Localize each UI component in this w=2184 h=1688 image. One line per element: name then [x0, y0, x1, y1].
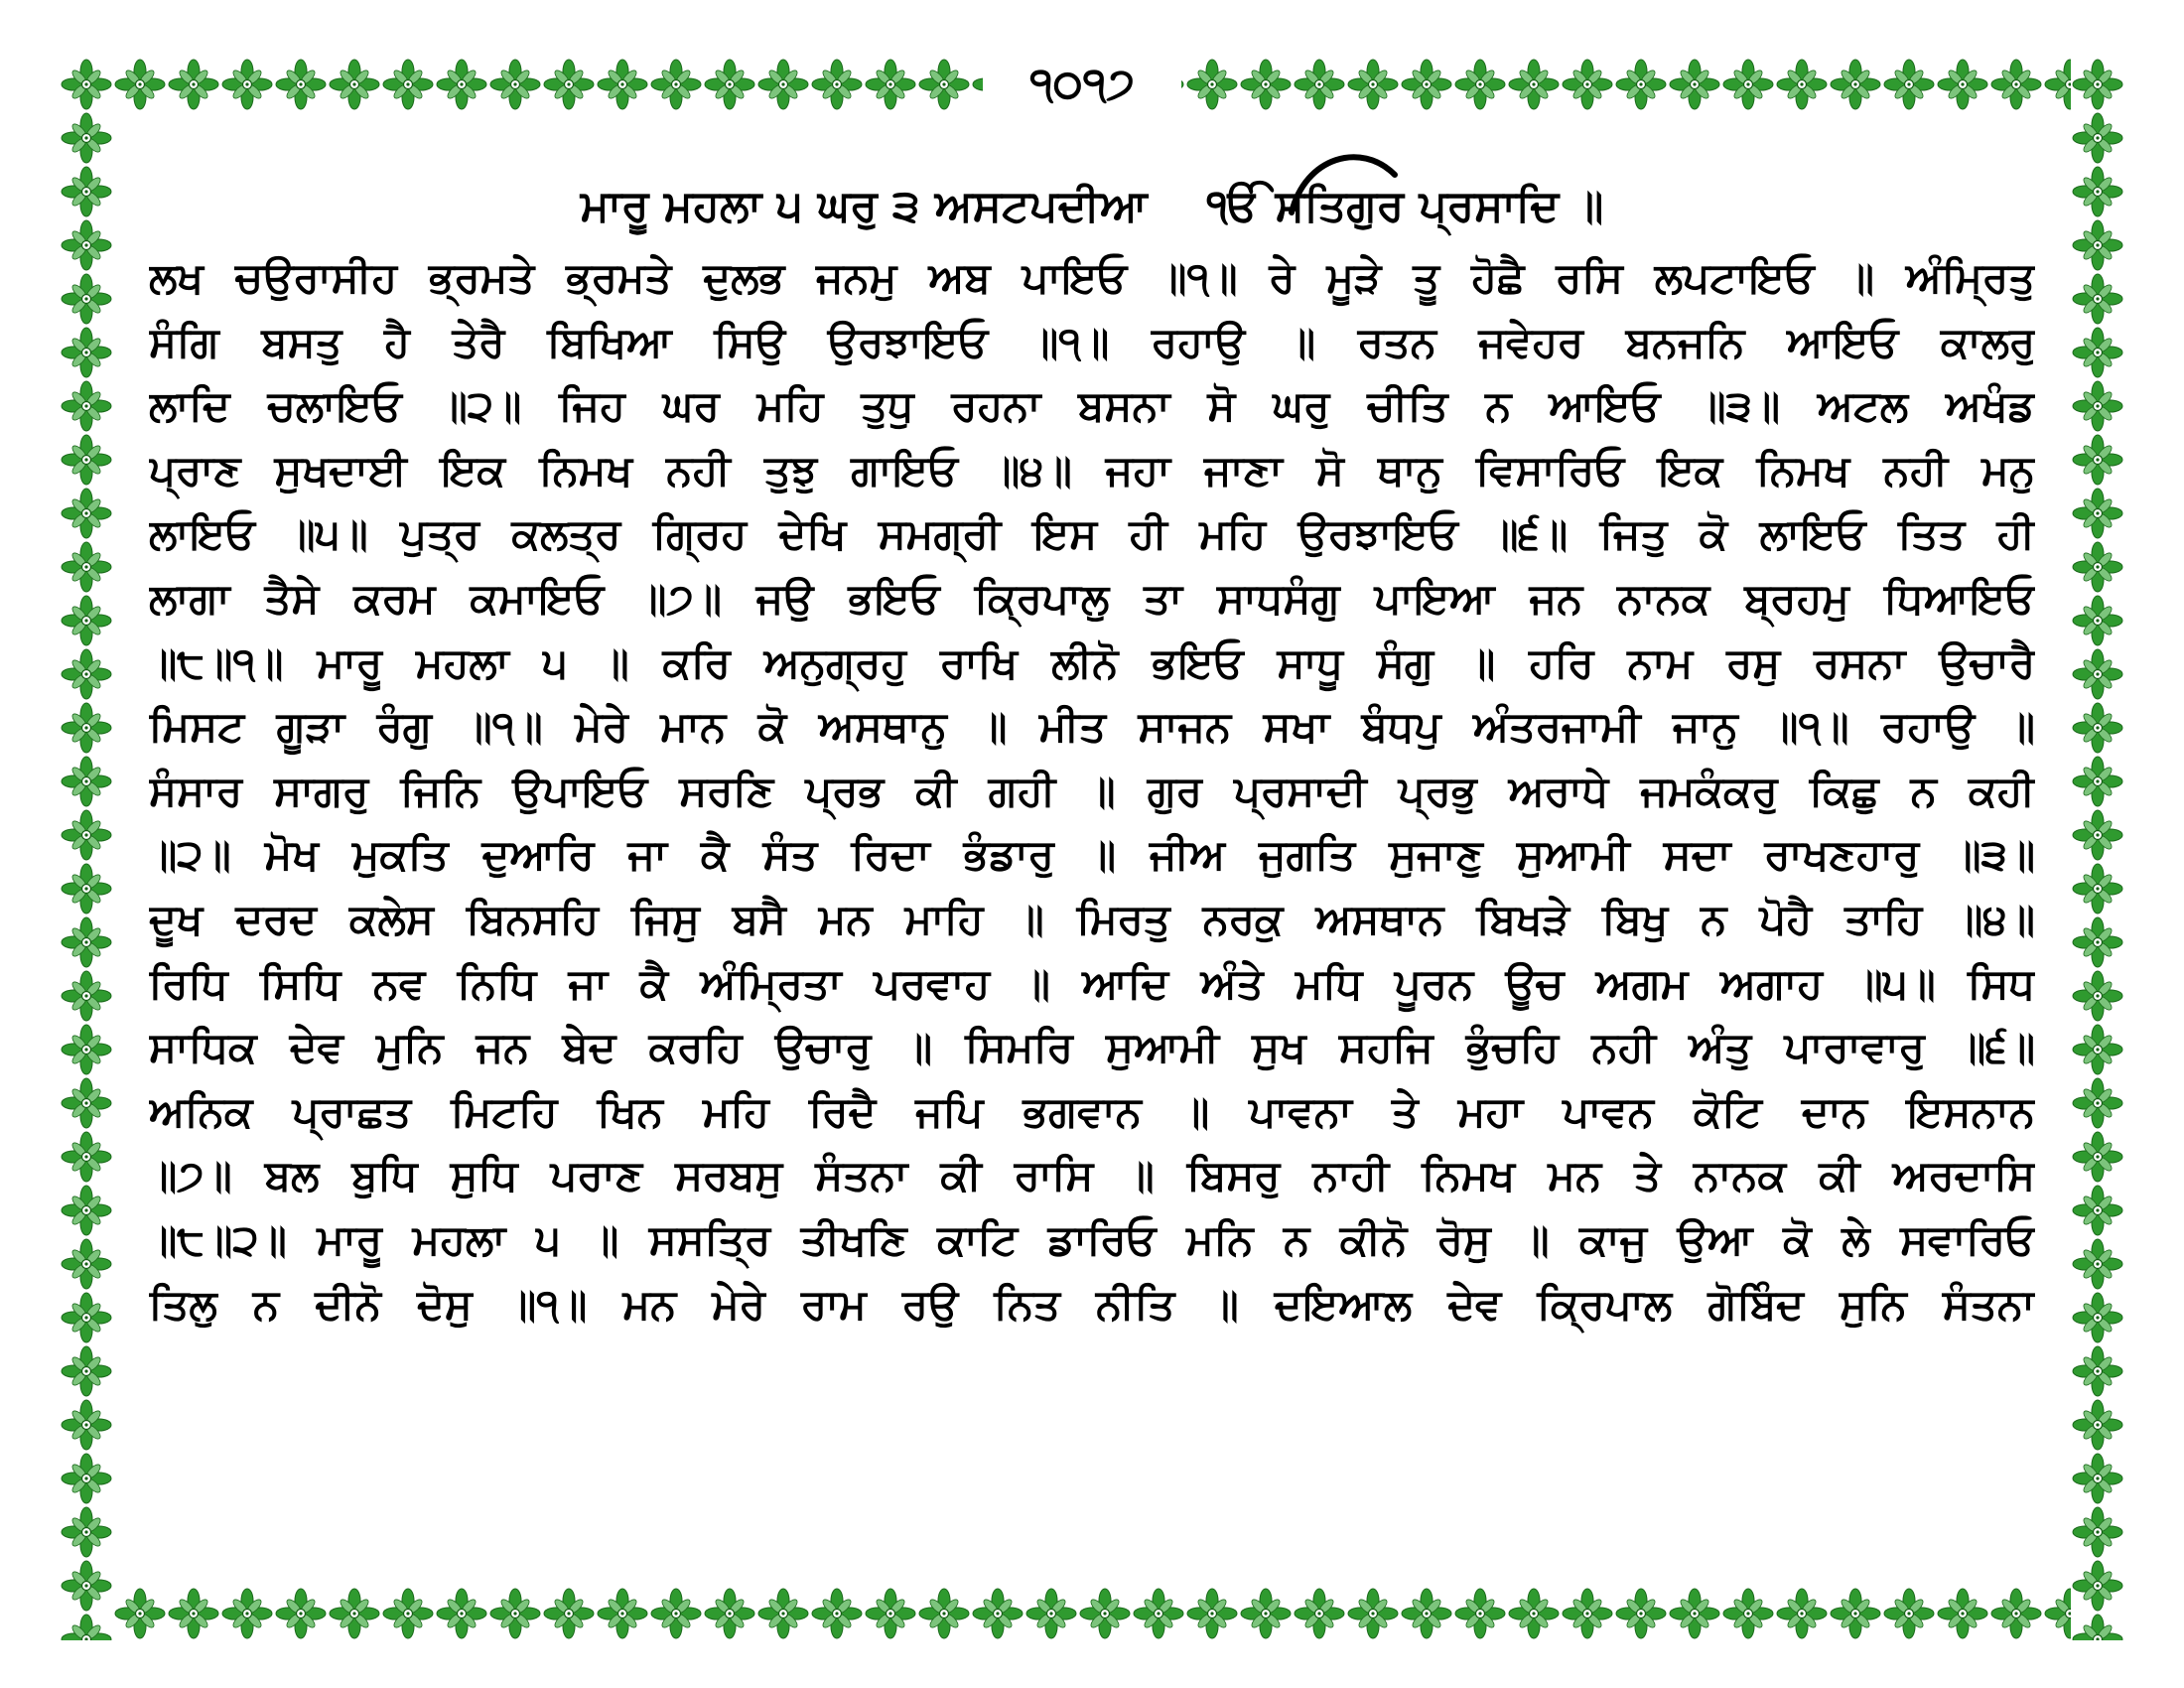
- floral-border-right: [2071, 58, 2124, 1640]
- verse-line: ਸੰਗਿ ਬਸਤੁ ਹੈ ਤੇਰੈ ਬਿਖਿਆ ਸਿਉ ਉਰਝਾਇਓ ॥੧॥ ਰਹਾਉ ॥ ਰਤਨ ਜਵੇਹਰ ਬਨਜਨਿ ਆਇਓ ਕਾਲਰੁ: [149, 317, 2035, 366]
- verse-line: ਤਿਲੁ ਨ ਦੀਨੋ ਦੋਸੁ ॥੧॥ ਮਨ ਮੇਰੇ ਰਾਮ ਰਉ ਨਿਤ ਨੀਤਿ ॥ ਦਇਆਲ ਦੇਵ ਕ੍ਰਿਪਾਲ ਗੋਬਿੰਦ ਸੁਨਿ ਸੰਤਨਾ: [149, 1279, 2035, 1329]
- verse-line: ਦੂਖ ਦਰਦ ਕਲੇਸ ਬਿਨਸਹਿ ਜਿਸੁ ਬਸੈ ਮਨ ਮਾਹਿ ॥ ਮਿਰਤੁ ਨਰਕੁ ਅਸਥਾਨ ਬਿਖੜੇ ਬਿਖੁ ਨ ਪੋਹੈ ਤਾਹਿ ॥੪॥: [149, 894, 2035, 943]
- mool-invocation: ੴ ਸਤਿਗੁਰ ਪ੍ਰਸਾਦਿ ॥: [1206, 181, 1604, 231]
- verse-line: ਰਿਧਿ ਸਿਧਿ ਨਵ ਨਿਧਿ ਜਾ ਕੈ ਅੰਮ੍ਰਿਤਾ ਪਰਵਾਹ ॥ ਆਦਿ ਅੰਤੇ ਮਧਿ ਪੂਰਨ ਊਚ ਅਗਮ ਅਗਾਹ ॥੫॥ ਸਿਧ: [149, 958, 2035, 1008]
- raag-heading: ਮਾਰੂ ਮਹਲਾ ੫ ਘਰੁ ੩ ਅਸਟਪਦੀਆ: [580, 181, 1148, 231]
- verse-line: ॥੮॥੨॥ ਮਾਰੂ ਮਹਲਾ ੫ ॥ ਸਸਤ੍ਰਿ ਤੀਖਣਿ ਕਾਟਿ ਡਾਰਿਓ ਮਨਿ ਨ ਕੀਨੋ ਰੋਸੁ ॥ ਕਾਜੁ ਉਆ ਕੋ ਲੇ ਸਵਾਰਿਓ: [149, 1214, 2035, 1264]
- shabad-heading: [149, 167, 2035, 246]
- verse-line: ਲਖ ਚਉਰਾਸੀਹ ਭ੍ਰਮਤੇ ਭ੍ਰਮਤੇ ਦੁਲਭ ਜਨਮੁ ਅਬ ਪਾਇਓ ॥੧॥ ਰੇ ਮੂੜੇ ਤੂ ਹੋਛੈ ਰਸਿ ਲਪਟਾਇਓ ॥ ਅੰਮ੍ਰਿਤੁ: [149, 253, 2035, 302]
- verse-line: ਸੰਸਾਰ ਸਾਗਰੁ ਜਿਨਿ ਉਪਾਇਓ ਸਰਣਿ ਪ੍ਰਭ ਕੀ ਗਹੀ ॥ ਗੁਰ ਪ੍ਰਸਾਦੀ ਪ੍ਰਭੁ ਅਰਾਧੇ ਜਮਕੰਕਰੁ ਕਿਛੁ ਨ ਕਹੀ: [149, 766, 2035, 815]
- verse-line: ਲਾਇਓ ॥੫॥ ਪੁਤ੍ਰ ਕਲਤ੍ਰ ਗ੍ਰਿਹ ਦੇਖਿ ਸਮਗ੍ਰੀ ਇਸ ਹੀ ਮਹਿ ਉਰਝਾਇਓ ॥੬॥ ਜਿਤੁ ਕੋ ਲਾਇਓ ਤਿਤ ਹੀ: [149, 509, 2035, 559]
- verse-line: ਪ੍ਰਾਣ ਸੁਖਦਾਈ ਇਕ ਨਿਮਖ ਨਹੀ ਤੁਝੁ ਗਾਇਓ ॥੪॥ ਜਹਾ ਜਾਣਾ ਸੋ ਥਾਨੁ ਵਿਸਾਰਿਓ ਇਕ ਨਿਮਖ ਨਹੀ ਮਨੁ: [149, 445, 2035, 494]
- scripture-text-block: [149, 167, 2035, 1557]
- verse-line: ॥੮॥੧॥ ਮਾਰੂ ਮਹਲਾ ੫ ॥ ਕਰਿ ਅਨੁਗ੍ਰਹੁ ਰਾਖਿ ਲੀਨੋ ਭਇਓ ਸਾਧੂ ਸੰਗੁ ॥ ਹਰਿ ਨਾਮ ਰਸੁ ਰਸਨਾ ਉਚਾਰੈ: [149, 637, 2035, 687]
- verse-lines: [149, 246, 2035, 1336]
- verse-line: ॥੨॥ ਮੋਖ ਮੁਕਤਿ ਦੁਆਰਿ ਜਾ ਕੈ ਸੰਤ ਰਿਦਾ ਭੰਡਾਰੁ ॥ ਜੀਅ ਜੁਗਤਿ ਸੁਜਾਣੁ ਸੁਆਮੀ ਸਦਾ ਰਾਖਣਹਾਰੁ ॥੩॥: [149, 830, 2035, 880]
- verse-line: ਸਾਧਿਕ ਦੇਵ ਮੁਨਿ ਜਨ ਬੇਦ ਕਰਹਿ ਉਚਾਰੁ ॥ ਸਿਮਰਿ ਸੁਆਮੀ ਸੁਖ ਸਹਜਿ ਭੁੰਚਹਿ ਨਹੀ ਅੰਤੁ ਪਾਰਾਵਾਰੁ ॥੬॥: [149, 1023, 2035, 1072]
- verse-line: ਅਨਿਕ ਪ੍ਰਾਛਤ ਮਿਟਹਿ ਖਿਨ ਮਹਿ ਰਿਦੈ ਜਪਿ ਭਗਵਾਨ ॥ ਪਾਵਨਾ ਤੇ ਮਹਾ ਪਾਵਨ ਕੋਟਿ ਦਾਨ ਇਸਨਾਨ: [149, 1086, 2035, 1136]
- floral-border-left: [60, 58, 113, 1640]
- verse-line: ਮਿਸਟ ਗੂੜਾ ਰੰਗੁ ॥੧॥ ਮੇਰੇ ਮਾਨ ਕੋ ਅਸਥਾਨੁ ॥ ਮੀਤ ਸਾਜਨ ਸਖਾ ਬੰਧਪੁ ਅੰਤਰਜਾਮੀ ਜਾਨੁ ॥੧॥ ਰਹਾਉ ॥: [149, 702, 2035, 752]
- page-number-container: [983, 52, 1181, 117]
- verse-line: ਲਾਦਿ ਚਲਾਇਓ ॥੨॥ ਜਿਹ ਘਰ ਮਹਿ ਤੁਧੁ ਰਹਨਾ ਬਸਨਾ ਸੋ ਘਰੁ ਚੀਤਿ ਨ ਆਇਓ ॥੩॥ ਅਟਲ ਅਖੰਡ: [149, 381, 2035, 431]
- floral-border-bottom: [60, 1587, 2124, 1640]
- verse-line: ਲਾਗਾ ਤੈਸੇ ਕਰਮ ਕਮਾਇਓ ॥੭॥ ਜਉ ਭਇਓ ਕ੍ਰਿਪਾਲੁ ਤਾ ਸਾਧਸੰਗੁ ਪਾਇਆ ਜਨ ਨਾਨਕ ਬ੍ਰਹਮੁ ਧਿਆਇਓ: [149, 573, 2035, 623]
- ik-onkar-arc-icon: [1284, 147, 1403, 216]
- page-number: ੧੦੧੭: [1029, 59, 1135, 109]
- verse-line: ॥੭॥ ਬਲ ਬੁਧਿ ਸੁਧਿ ਪਰਾਣ ਸਰਬਸੁ ਸੰਤਨਾ ਕੀ ਰਾਸਿ ॥ ਬਿਸਰੁ ਨਾਹੀ ਨਿਮਖ ਮਨ ਤੇ ਨਾਨਕ ਕੀ ਅਰਦਾਸਿ: [149, 1151, 2035, 1200]
